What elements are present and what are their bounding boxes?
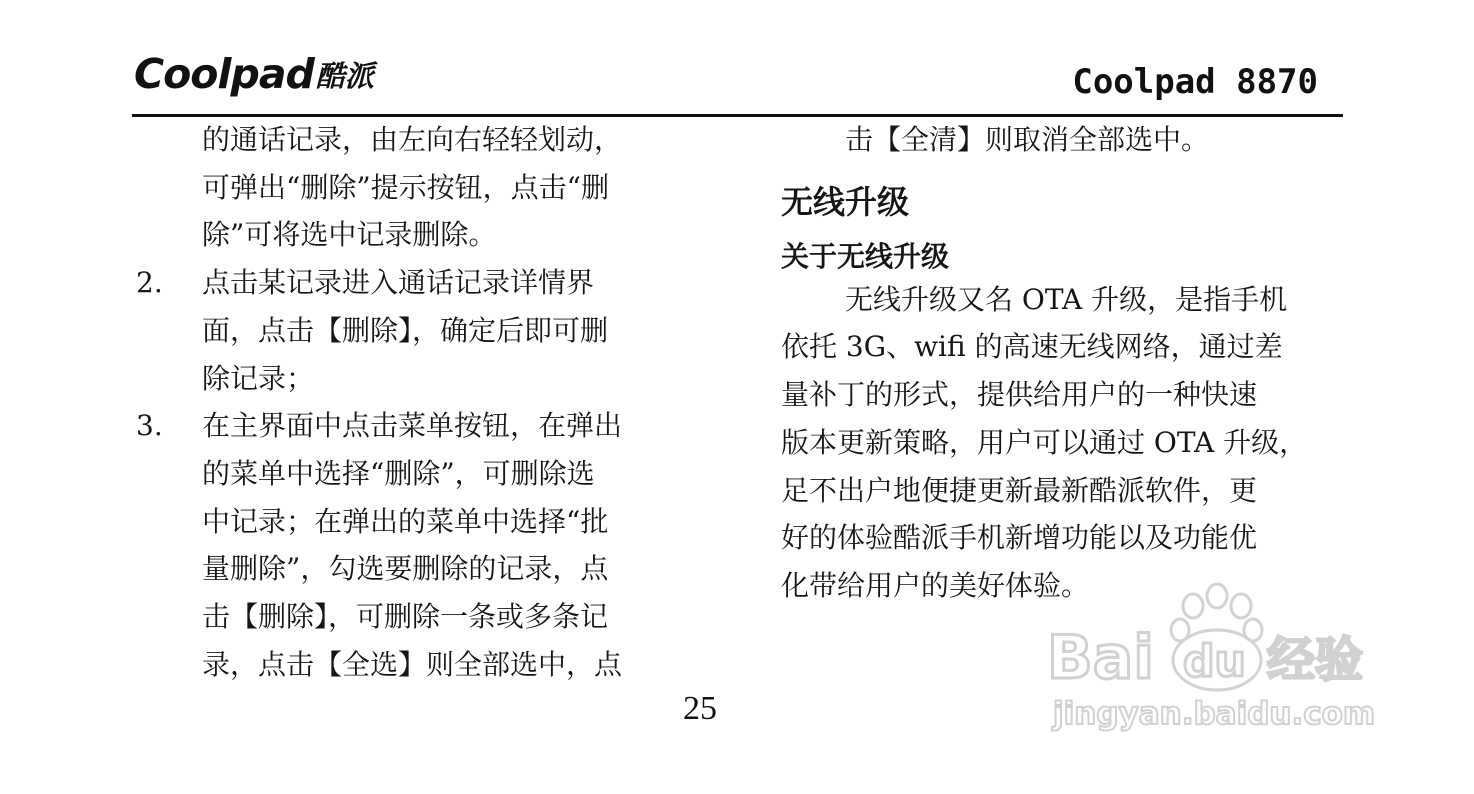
text-line: 化带给用户的美好体验。 <box>781 568 1090 602</box>
text-line: 的通话记录，由左向右轻轻划动， <box>202 123 623 156</box>
watermark-brand-cn: 经验 <box>1267 632 1364 688</box>
paw-icon <box>1171 584 1262 641</box>
section-heading: 无线升级 <box>781 182 910 221</box>
subsection-heading: 关于无线升级 <box>781 239 950 273</box>
item-number: 2. <box>136 266 163 300</box>
text-line: 依托 3G、wifi 的高速无线网络，通过差 <box>781 330 1283 364</box>
text-line: 点击某记录进入通话记录详情界 <box>202 266 595 300</box>
text-line: 无线升级又名 OTA 升级，是指手机 <box>845 282 1288 316</box>
watermark-brand-mid: du <box>1183 636 1246 687</box>
text-line: 版本更新策略，用户可以通过 OTA 升级， <box>781 425 1308 459</box>
model-title: Coolpad 8870 <box>1072 62 1318 102</box>
logo-wordmark: Coolpad <box>134 50 314 98</box>
list-item-2 <box>136 259 702 402</box>
text-line: 可弹出“删除”提示按钮，点击“删 <box>202 170 609 204</box>
text-line: 击【删除】，可删除一条或多条记 <box>202 600 609 634</box>
text-line: 足不出户地便捷更新最新酷派软件，更 <box>781 473 1258 507</box>
text-line: 在主界面中点击菜单按钮，在弹出 <box>202 409 623 443</box>
text-line: 击【全清】则取消全部选中。 <box>845 123 1210 156</box>
coolpad-logo <box>134 50 374 98</box>
watermark-brand: Bai <box>1047 623 1154 693</box>
text-line: 除记录； <box>202 361 315 395</box>
text-line: 量删除”，勾选要删除的记录，点 <box>202 552 609 586</box>
left-column <box>136 116 702 688</box>
text-line: 面，点击【删除】，确定后即可删 <box>202 313 609 347</box>
right-column <box>781 116 1346 610</box>
page-number: 25 <box>683 690 717 727</box>
text-line: 的菜单中选择“删除”，可删除选 <box>202 456 595 490</box>
text-line: 量补丁的形式，提供给用户的一种快速 <box>781 378 1258 412</box>
text-line: 除”可将选中记录删除。 <box>202 218 497 252</box>
baidu-watermark <box>1045 578 1390 743</box>
text-line: 好的体验酷派手机新增功能以及功能优 <box>781 521 1258 555</box>
logo-chinese: 酷派 <box>315 59 374 93</box>
text-line: 中记录；在弹出的菜单中选择“批 <box>202 504 609 538</box>
item-number: 3. <box>136 409 163 443</box>
text-line: 录，点击【全选】则全部选中，点 <box>202 647 623 681</box>
list-item-3 <box>136 402 702 688</box>
watermark-url: jingyan.baidu.com <box>1053 696 1376 732</box>
